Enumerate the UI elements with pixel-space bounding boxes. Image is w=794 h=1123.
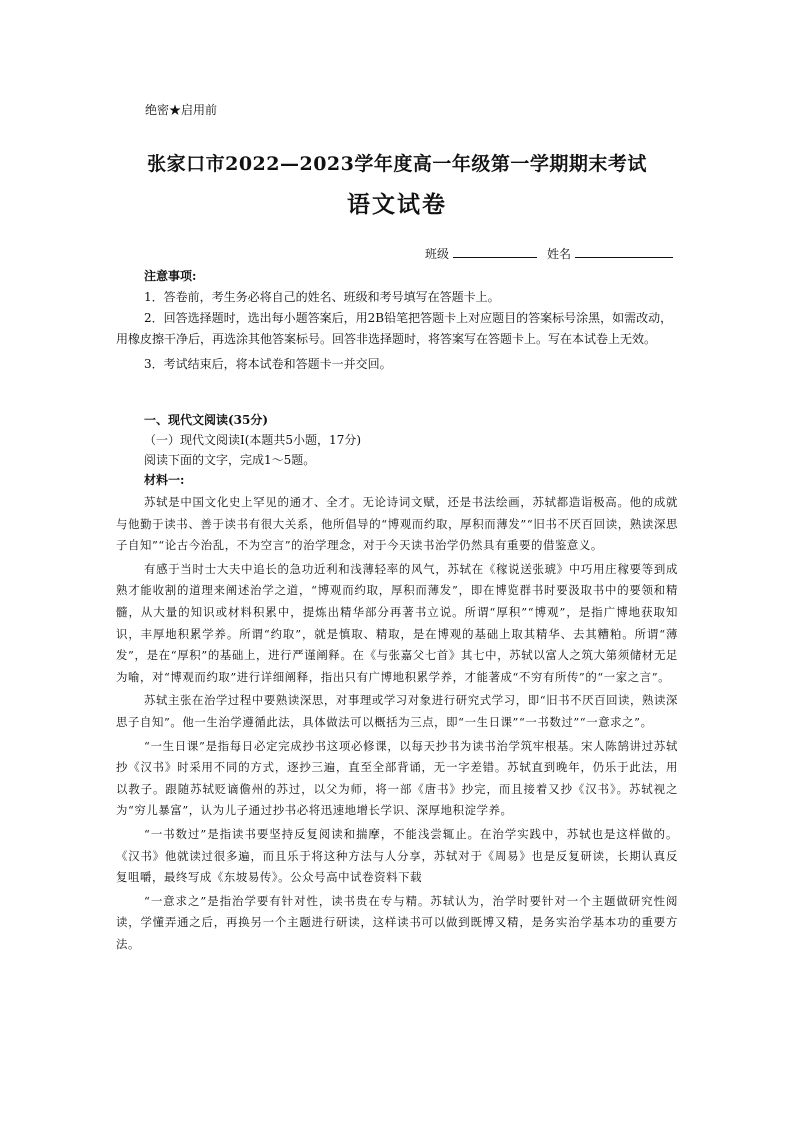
exam-title: 张家口市2022—2023学年度高一年级第一学期期末考试 — [147, 153, 647, 175]
notes-item-2: 2．回答选择题时，选出每小题答案后，用2B铅笔把答题卡上对应题目的答案标号涂黑，如需改动，用橡皮擦干净后，再选涂其他答案标号。回答非选择题时，将答案写在答题卡上。写在本试卷上无效。 — [116, 311, 673, 346]
section-subheading: （一）现代文阅读Ⅰ(本题共5小题，17分) — [144, 433, 362, 447]
exam-subtitle: 语文试卷 — [347, 191, 447, 218]
student-info-line — [425, 245, 685, 262]
passage-paragraph: 苏轼主张在治学过程中要熟读深思，对事理或学习对象进行研究式学习，即“旧书不厌百回读，熟读深思子自知”。他一生治学遵循此法，具体做法可以概括为三点，即“一生日课”“一书数过”“一意求之”。 — [116, 693, 679, 729]
passage-paragraph: 有感于当时士大夫中追长的急功近利和浅薄轻率的风气，苏轼在《稼说送张琥》中巧用庄稼要等到成熟才能收割的道理来阐述治学之道，“博观而约取，厚积而薄发”，即在博览群书时要汲取书中的要领和精髓，从大量的知识或材料积累中，提炼出精华部分再著书立说。所谓“厚积”“博观”，是指广博地获取知识，丰厚地积累学养。所谓“约取”，就是慎取、精取，是在博观的基础上取其精华、去其糟粕。所谓“薄发”，是在“厚积”的基础上，进行严谨阐释。在《与张嘉父七首》其七中，苏轼以富人之筑大第须储材无足为喻，对“博观而约取”进行详细阐释，指出只有广博地积累学养，才能著成“不穷有所传”的“一家之言”。 — [116, 561, 678, 684]
class-blank — [453, 246, 537, 258]
passage-paragraph: “一意求之”是指治学要有针对性，读书贵在专与精。苏轼认为，治学时要针对一个主题做研究性阅读，学懂弄通之后，再换另一个主题进行研读，这样读书可以做到既博又精，是务实治学基本功的重要方法。 — [116, 893, 678, 951]
material-label: 材料一: — [144, 473, 185, 487]
section-heading: 一、现代文阅读(35分) — [144, 413, 269, 427]
section-instruction: 阅读下面的文字，完成1～5题。 — [144, 453, 316, 467]
notes-heading: 注意事项: — [144, 269, 197, 283]
reading-passage — [116, 492, 678, 957]
notes-item-1: 1．答卷前，考生务必将自己的姓名、班级和考号填写在答题卡上。 — [144, 290, 500, 304]
section-header — [116, 410, 676, 490]
passage-paragraph: 苏轼是中国文化史上罕见的通才、全才。无论诗词文赋，还是书法绘画，苏轼都造诣极高。他的成就与他勤于读书、善于读书有很大关系，他所倡导的“博观而约取，厚积而薄发”“旧书不厌百回读，熟读深思子自知”“论古今治乱，不为空言”的治学理念，对于今天读书治学仍然具有重要的借鉴意义。 — [116, 495, 678, 553]
class-label: 班级 — [425, 247, 450, 261]
confidential-label: 绝密★启用前 — [145, 103, 218, 117]
name-blank — [575, 246, 673, 258]
passage-paragraph: “一书数过”是指读书要坚持反复阅读和揣摩，不能浅尝辄止。在治学实践中，苏轼也是这样做的。《汉书》他就读过很多遍，而且乐于将这种方法与人分享，苏轼对于《周易》也是反复研读，长期认真反复咀嚼，最终写成《东坡易传》。公众号高中试卷资料下载 — [116, 826, 678, 885]
notes-item-3: 3．考试结束后，将本试卷和答题卡一并交回。 — [144, 357, 392, 371]
exam-notes — [116, 266, 676, 375]
name-label: 姓名 — [547, 247, 572, 261]
passage-paragraph: “一生日课”是指每日必定完成抄书这项必修课，以每天抄书为读书治学筑牢根基。宋人陈鹄讲过苏轼抄《汉书》时采用不同的方式，逐抄三遍，直至全部背诵，无一字差错。苏轼直到晚年，仍乐于此法，用以教子。跟随苏轼贬谪儋州的苏过，以父为师，将一部《唐书》抄完，而且接着又抄《汉书》。苏轼视之为“穷儿暴富”，认为儿子通过抄书必将迅速地增长学识、深厚地积淀学养。 — [116, 738, 678, 818]
